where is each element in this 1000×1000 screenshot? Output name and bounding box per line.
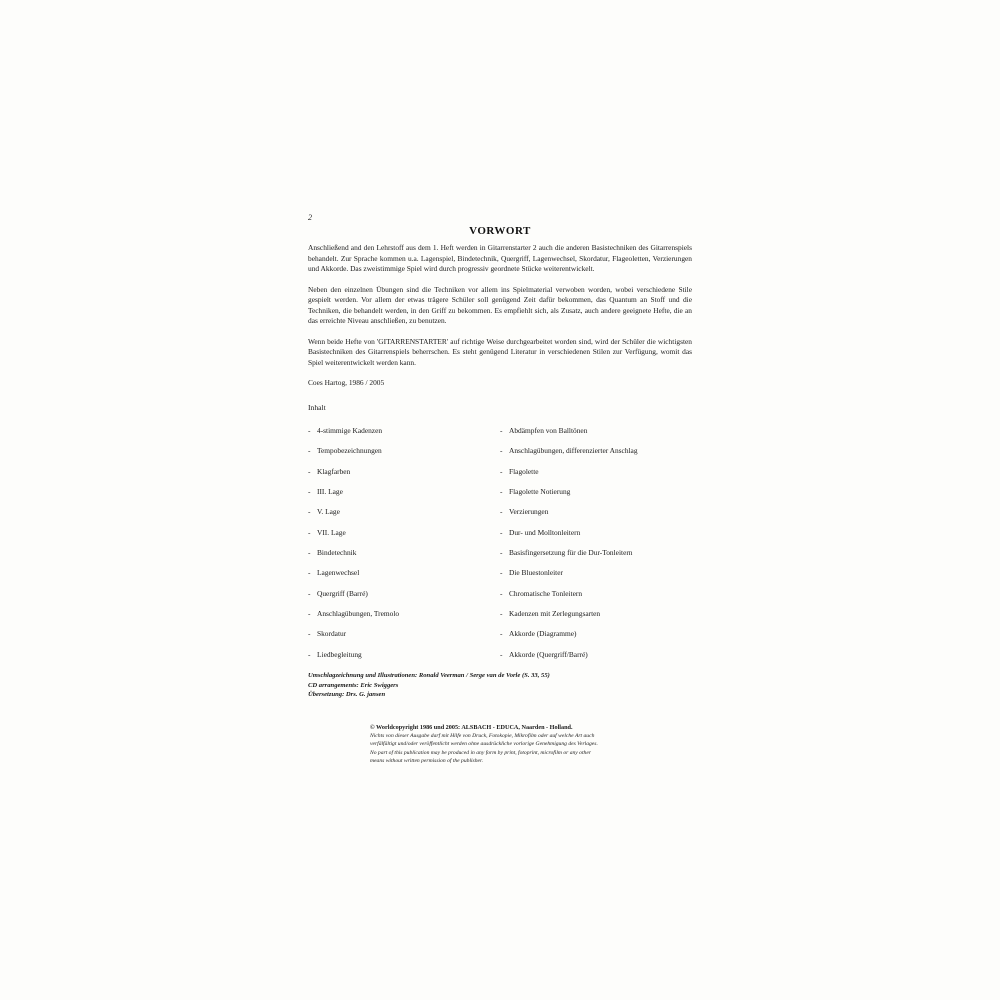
bullet-dash-icon: - xyxy=(308,588,311,598)
toc-item-label: Kadenzen mit Zerlegungsarten xyxy=(509,608,601,618)
author-signature: Coes Hartog, 1986 / 2005 xyxy=(308,378,385,388)
toc-item-label: Flagolette Notierung xyxy=(509,486,571,496)
toc-item-label: Basisfingersetzung für die Dur-Tonleitern xyxy=(509,547,633,557)
page-number: 2 xyxy=(308,213,312,222)
copyright-main: © Worldcopyright 1986 und 2005: ALSBACH - EDUCA, Naarden - Holland. xyxy=(370,724,573,731)
toc-item-label: Flagolette xyxy=(509,466,539,476)
bullet-dash-icon: - xyxy=(500,507,503,517)
toc-item-label: Chromatische Tonleitern xyxy=(509,588,583,598)
bullet-dash-icon: - xyxy=(308,649,311,659)
toc-item-label: Dur- und Molltonleitern xyxy=(509,527,581,537)
bullet-dash-icon: - xyxy=(500,466,503,476)
bullet-dash-icon: - xyxy=(500,486,503,496)
list-item xyxy=(308,590,500,610)
bullet-dash-icon: - xyxy=(500,649,503,659)
toc-item-label: Die Bluestonleiter xyxy=(509,568,563,578)
list-item xyxy=(500,569,692,589)
toc-item-label: Lagenwechsel xyxy=(317,568,360,578)
copyright-block xyxy=(370,723,670,765)
table-of-contents xyxy=(308,427,692,671)
list-item xyxy=(308,569,500,589)
toc-item-label: Abdämpfen von Balltönen xyxy=(509,426,588,435)
list-item xyxy=(308,427,500,447)
bullet-dash-icon: - xyxy=(308,466,311,476)
bullet-dash-icon: - xyxy=(308,486,311,496)
list-item xyxy=(308,508,500,528)
bullet-dash-icon: - xyxy=(308,446,311,456)
toc-item-label: Skordatur xyxy=(317,629,347,639)
bullet-dash-icon: - xyxy=(308,507,311,517)
copyright-line: verfälfältigt und/oder veröffentlicht werden ohne ausdrückliche vorlorige Genehmigung des Verlages. xyxy=(370,741,598,748)
bullet-dash-icon: - xyxy=(500,527,503,537)
toc-column-left xyxy=(308,427,500,671)
toc-heading: Inhalt xyxy=(308,402,326,412)
bullet-dash-icon: - xyxy=(500,629,503,639)
bullet-dash-icon: - xyxy=(500,608,503,618)
credit-line: Übersetzung: Drs. G. jansen xyxy=(308,691,386,699)
bullet-dash-icon: - xyxy=(308,547,311,557)
preface-body xyxy=(308,243,692,422)
toc-item-label: V. Lage xyxy=(317,507,340,517)
toc-item-label: Tempobezeichnungen xyxy=(317,446,382,456)
list-item xyxy=(500,630,692,650)
credits-block xyxy=(308,671,692,700)
bullet-dash-icon: - xyxy=(308,527,311,537)
bullet-dash-icon: - xyxy=(308,568,311,578)
list-item xyxy=(500,427,692,447)
bullet-dash-icon: - xyxy=(500,568,503,578)
toc-item-label: 4-stimmige Kadenzen xyxy=(317,426,383,435)
toc-item-label: Bindetechnik xyxy=(317,547,357,557)
bullet-dash-icon: - xyxy=(308,426,311,435)
toc-item-label: Klagfarben xyxy=(317,466,351,476)
list-item xyxy=(308,468,500,488)
copyright-line: means without written permission of the publisher. xyxy=(370,757,483,764)
toc-column-right xyxy=(500,427,692,671)
list-item xyxy=(500,651,692,671)
toc-item-label: Verzierungen xyxy=(509,507,549,517)
toc-item-label: Liedbegleitung xyxy=(317,649,362,659)
list-item xyxy=(500,529,692,549)
list-item xyxy=(500,610,692,630)
list-item xyxy=(308,488,500,508)
toc-item-label: III. Lage xyxy=(317,486,343,496)
credit-line: CD arrangements: Eric Swiggers xyxy=(308,681,399,689)
bullet-dash-icon: - xyxy=(308,629,311,639)
list-item xyxy=(500,549,692,569)
toc-item-label: Akkorde (Quergriff/Barré) xyxy=(509,649,588,659)
copyright-line: No part of this publication may be produced in any form by print, fotoprint, microfilm or any other xyxy=(370,749,591,756)
list-item xyxy=(500,468,692,488)
toc-item-label: Quergriff (Barré) xyxy=(317,588,368,598)
list-item xyxy=(500,590,692,610)
bullet-dash-icon: - xyxy=(500,588,503,598)
list-item xyxy=(500,447,692,467)
bullet-dash-icon: - xyxy=(500,547,503,557)
list-item xyxy=(500,508,692,528)
paragraph: Anschließend and den Lehrstoff aus dem 1. Heft werden in Gitarrenstarter 2 auch die anderen Basistechniken des Gitarrenspiels behandelt. Zur Sprache kommen u.a. Lagenspiel, Bindetechnik, Quergriff, Lagenwechsel, Skordatur, Flageoletten, Verzierungen und Akkorde. Das zweistimmige Spiel wird durch progressiv geordnete Stücke weiterentwickelt. xyxy=(308,243,692,274)
bullet-dash-icon: - xyxy=(500,446,503,456)
list-item xyxy=(308,610,500,630)
list-item xyxy=(308,549,500,569)
list-item xyxy=(308,447,500,467)
paragraph: Wenn beide Hefte von 'GITARRENSTARTER' auf richtige Weise durchgearbeitet worden sind, wird der Schüler die wichtigsten Basistechniken des Gitarrenspiels beherrschen. Es steht genügend Literatur in verschiedenen Stilen zur Verfügung, womit das Spiel weiterentwickelt werden kann. xyxy=(308,336,692,367)
list-item xyxy=(500,488,692,508)
list-item xyxy=(308,529,500,549)
sheet-content xyxy=(300,205,700,805)
list-item xyxy=(308,630,500,650)
credit-line: Umschlagzeichnung und Illustrationen: Ronald Veerman / Serge van de Vorle (S. 33, 55) xyxy=(308,672,550,679)
toc-item-label: VII. Lage xyxy=(317,527,346,537)
bullet-dash-icon: - xyxy=(308,608,311,618)
toc-item-label: Anschlagübungen, differenzierter Anschlag xyxy=(509,446,638,456)
page-title: VORWORT xyxy=(469,225,531,237)
copyright-line: Nichts von dieser Ausgabe darf mit Hilfe von Druck, Fotokopie, Mikrofilm oder auf welche Art auch xyxy=(370,733,595,740)
paragraph: Neben den einzelnen Übungen sind die Techniken vor allem ins Spielmaterial verwoben worden, wobei verschiedene Stile gespielt werden. Vor allem der etwas trägere Schüler soll genügend Zeit dafür bekommen, das Quantum an Stoff und die Techniken, die behandelt werden, in den Griff zu bekommen. Es empfiehlt sich, als Zusatz, auch andere geeignete Hefte, die an das erreichte Niveau anschließen, zu benutzen. xyxy=(308,284,692,326)
bullet-dash-icon: - xyxy=(500,426,503,435)
list-item xyxy=(308,651,500,671)
toc-item-label: Anschlagübungen, Tremolo xyxy=(317,608,400,618)
toc-item-label: Akkorde (Diagramme) xyxy=(509,629,577,639)
